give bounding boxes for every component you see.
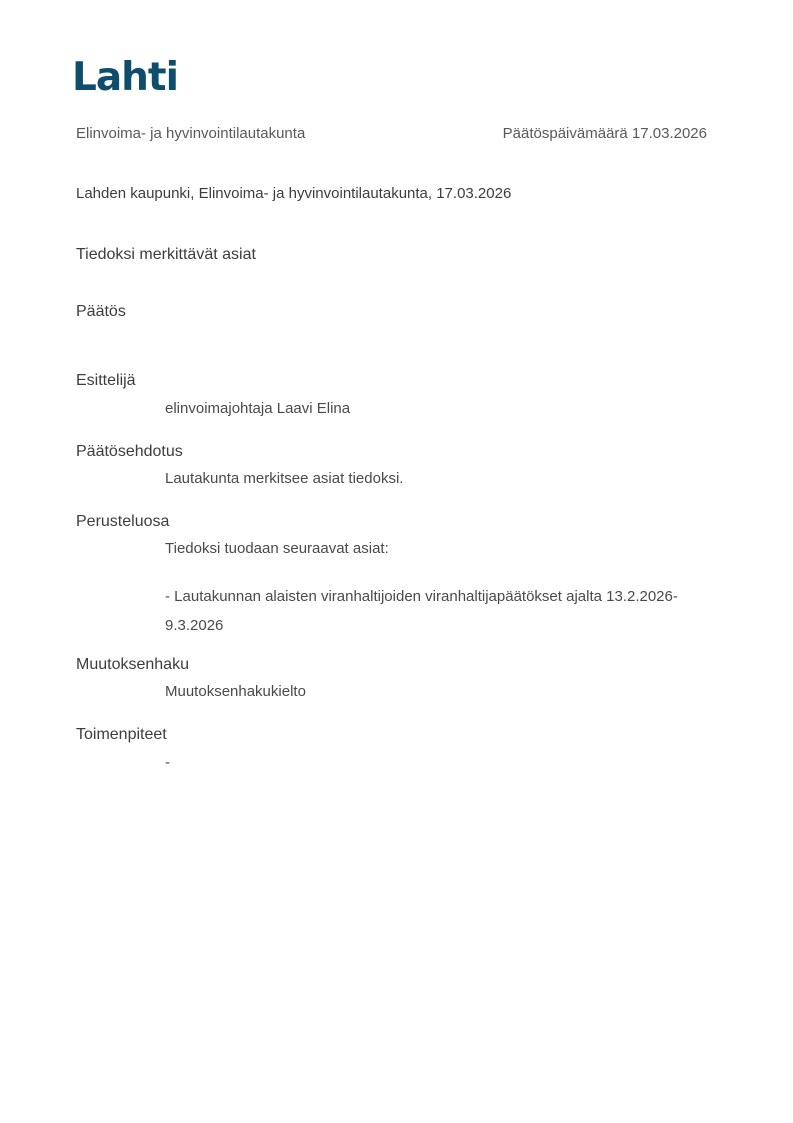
section-label-toimenpiteet: Toimenpiteet: [76, 726, 167, 743]
section-label-paatos: Päätös: [76, 303, 126, 320]
document-source-line: Lahden kaupunki, Elinvoima- ja hyvinvointilautakunta, 17.03.2026: [76, 185, 512, 202]
section-label-paatosehdotus: Päätösehdotus: [76, 443, 183, 460]
section-content-muutoksenhaku: Muutoksenhakukielto: [165, 683, 306, 700]
section-content-esittelija: elinvoimajohtaja Laavi Elina: [165, 400, 351, 417]
section-label-esittelija: Esittelijä: [76, 372, 136, 389]
committee-name-header: Elinvoima- ja hyvinvointilautakunta: [76, 125, 306, 142]
lahti-city-logo: Lahti: [72, 55, 178, 100]
section-content-paatosehdotus: Lautakunta merkitsee asiat tiedoksi.: [165, 470, 404, 487]
section-label-perusteluosa: Perusteluosa: [76, 513, 170, 530]
decision-date-header: Päätöspäivämäärä 17.03.2026: [502, 125, 707, 142]
section-label-muutoksenhaku: Muutoksenhaku: [76, 656, 189, 673]
document-subject-title: Tiedoksi merkittävät asiat: [76, 246, 256, 263]
section-content-perusteluosa-item: - Lautakunnan alaisten viranhaltijoiden viranhaltijapäätökset ajalta 13.2.2026-9.3.2026: [165, 588, 678, 634]
section-content-toimenpiteet: -: [165, 754, 170, 771]
section-content-perusteluosa-intro: Tiedoksi tuodaan seuraavat asiat:: [165, 540, 389, 557]
